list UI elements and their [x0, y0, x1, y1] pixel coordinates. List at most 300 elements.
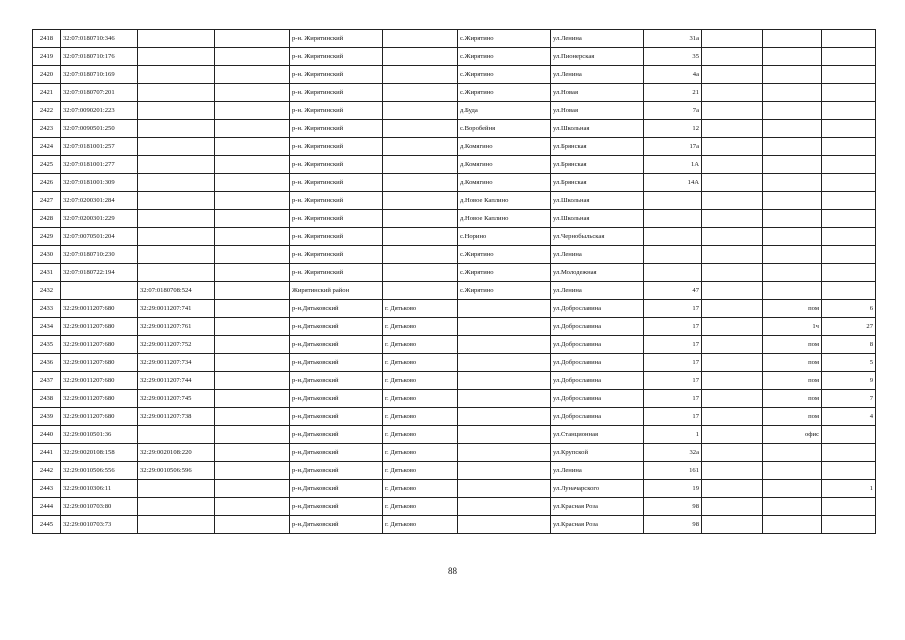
cell-premises-number [822, 516, 876, 534]
cell-empty-column [215, 426, 290, 444]
cell-cadastral-number: 32:07:0181001:257 [61, 138, 138, 156]
table-row [33, 426, 876, 444]
cell-premises-type [763, 138, 822, 156]
cell-building [702, 102, 763, 120]
cell-city: г. Дятьково [383, 516, 458, 534]
cell-settlement: с.Воробейня [458, 120, 551, 138]
table-row [33, 318, 876, 336]
cell-premises-type [763, 48, 822, 66]
cell-street: ул.Брянская [551, 174, 644, 192]
cell-street: ул.Луначарского [551, 480, 644, 498]
cell-empty-column [215, 156, 290, 174]
cell-cadastral-number: 32:29:0011207:680 [61, 354, 138, 372]
cell-house-number [644, 210, 702, 228]
cell-district: р-н. Жирятинский [290, 210, 383, 228]
cell-empty-column [215, 462, 290, 480]
table-row [33, 246, 876, 264]
cell-city: г. Дятьково [383, 408, 458, 426]
cell-settlement: с.Жирятино [458, 30, 551, 48]
cell-house-number [644, 264, 702, 282]
cell-city [383, 174, 458, 192]
cell-related-cadastral-number [138, 228, 215, 246]
cell-building [702, 156, 763, 174]
cell-premises-number [822, 48, 876, 66]
cell-city: г. Дятьково [383, 336, 458, 354]
cell-premises-number: 9 [822, 372, 876, 390]
cell-district: р-н.Дятьковский [290, 480, 383, 498]
cell-cadastral-number: 32:29:0010506:556 [61, 462, 138, 480]
cell-house-number: 31а [644, 30, 702, 48]
cell-premises-type: пом [763, 336, 822, 354]
cell-row-number: 2435 [33, 336, 61, 354]
cell-premises-number: 1 [822, 480, 876, 498]
cell-cadastral-number: 32:29:0010501:36 [61, 426, 138, 444]
cell-premises-number [822, 462, 876, 480]
table-row [33, 120, 876, 138]
cell-row-number: 2431 [33, 264, 61, 282]
cell-street: ул.Школьная [551, 192, 644, 210]
cell-related-cadastral-number [138, 66, 215, 84]
cell-premises-type [763, 264, 822, 282]
cell-premises-number [822, 498, 876, 516]
cell-premises-type [763, 282, 822, 300]
cell-city: г. Дятьково [383, 372, 458, 390]
cell-city [383, 30, 458, 48]
cell-related-cadastral-number: 32:29:0011207:761 [138, 318, 215, 336]
cell-house-number: 17 [644, 336, 702, 354]
cell-row-number: 2426 [33, 174, 61, 192]
cell-related-cadastral-number: 32:29:0011207:744 [138, 372, 215, 390]
cell-settlement [458, 480, 551, 498]
cell-building [702, 138, 763, 156]
cell-cadastral-number: 32:29:0011207:680 [61, 300, 138, 318]
cell-building [702, 426, 763, 444]
cell-cadastral-number: 32:29:0011207:680 [61, 318, 138, 336]
cell-cadastral-number: 32:29:0010703:80 [61, 498, 138, 516]
cell-row-number: 2423 [33, 120, 61, 138]
cell-row-number: 2420 [33, 66, 61, 84]
cell-settlement: д.Новое Каплино [458, 210, 551, 228]
cell-empty-column [215, 30, 290, 48]
cell-premises-number [822, 120, 876, 138]
table-row [33, 462, 876, 480]
cell-house-number: 17 [644, 300, 702, 318]
cell-related-cadastral-number [138, 264, 215, 282]
cell-premises-type [763, 444, 822, 462]
table-body [33, 30, 876, 534]
cell-premises-type [763, 210, 822, 228]
cell-cadastral-number: 32:29:0011207:680 [61, 336, 138, 354]
cell-empty-column [215, 102, 290, 120]
cell-district: р-н. Жирятинский [290, 66, 383, 84]
cell-street: ул.Новая [551, 84, 644, 102]
cell-house-number: 47 [644, 282, 702, 300]
cell-house-number: 14А [644, 174, 702, 192]
cell-city: г. Дятьково [383, 354, 458, 372]
cell-premises-number [822, 282, 876, 300]
cell-cadastral-number: 32:07:0070501:204 [61, 228, 138, 246]
cell-empty-column [215, 444, 290, 462]
cell-street: ул.Доброславина [551, 336, 644, 354]
cell-related-cadastral-number: 32:07:0180708:524 [138, 282, 215, 300]
cell-premises-type [763, 498, 822, 516]
cell-building [702, 354, 763, 372]
cell-premises-number [822, 174, 876, 192]
cell-premises-number: 8 [822, 336, 876, 354]
cell-settlement: д.Комягино [458, 174, 551, 192]
table-row [33, 282, 876, 300]
cell-cadastral-number: 32:07:0180710:169 [61, 66, 138, 84]
cell-district: р-н. Жирятинский [290, 84, 383, 102]
cell-related-cadastral-number: 32:29:0010506:596 [138, 462, 215, 480]
cell-street: ул.Станционная [551, 426, 644, 444]
cell-building [702, 48, 763, 66]
table-row [33, 390, 876, 408]
cell-row-number: 2432 [33, 282, 61, 300]
cell-premises-type [763, 480, 822, 498]
cell-building [702, 228, 763, 246]
table-row [33, 444, 876, 462]
cell-city: г. Дятьково [383, 444, 458, 462]
table-row [33, 408, 876, 426]
cell-empty-column [215, 354, 290, 372]
cell-cadastral-number: 32:29:0010703:73 [61, 516, 138, 534]
cell-settlement [458, 372, 551, 390]
cell-premises-type: 1ч [763, 318, 822, 336]
cell-empty-column [215, 390, 290, 408]
cell-row-number: 2425 [33, 156, 61, 174]
cell-empty-column [215, 84, 290, 102]
cell-row-number: 2419 [33, 48, 61, 66]
cell-premises-type: пом [763, 408, 822, 426]
cell-city [383, 246, 458, 264]
cell-premises-number [822, 84, 876, 102]
cell-row-number: 2445 [33, 516, 61, 534]
cell-settlement [458, 462, 551, 480]
table-row [33, 228, 876, 246]
table-row [33, 48, 876, 66]
cell-street: ул.Школьная [551, 210, 644, 228]
cell-row-number: 2443 [33, 480, 61, 498]
cell-empty-column [215, 120, 290, 138]
cell-city [383, 282, 458, 300]
table-row [33, 84, 876, 102]
cell-row-number: 2427 [33, 192, 61, 210]
cell-empty-column [215, 264, 290, 282]
cell-district: р-н. Жирятинский [290, 30, 383, 48]
cell-street: ул.Красная Роза [551, 498, 644, 516]
cell-empty-column [215, 372, 290, 390]
cell-city: г. Дятьково [383, 318, 458, 336]
cell-related-cadastral-number [138, 426, 215, 444]
cell-district: р-н. Жирятинский [290, 48, 383, 66]
cell-street: ул.Крупской [551, 444, 644, 462]
cell-row-number: 2442 [33, 462, 61, 480]
cell-settlement [458, 390, 551, 408]
cell-premises-type: пом [763, 372, 822, 390]
cell-building [702, 246, 763, 264]
cell-cadastral-number: 32:07:0180710:230 [61, 246, 138, 264]
cell-related-cadastral-number [138, 156, 215, 174]
cell-premises-number [822, 228, 876, 246]
cell-city [383, 228, 458, 246]
cell-district: р-н.Дятьковский [290, 426, 383, 444]
cell-house-number: 7а [644, 102, 702, 120]
cell-street: ул.Доброславина [551, 372, 644, 390]
cell-premises-type [763, 102, 822, 120]
cell-building [702, 444, 763, 462]
page-number: 88 [448, 566, 457, 576]
cell-cadastral-number: 32:07:0200301:284 [61, 192, 138, 210]
cell-row-number: 2439 [33, 408, 61, 426]
cell-settlement: с.Жирятино [458, 282, 551, 300]
cell-row-number: 2430 [33, 246, 61, 264]
cell-settlement [458, 318, 551, 336]
cell-premises-type [763, 246, 822, 264]
cell-row-number: 2438 [33, 390, 61, 408]
cell-settlement: с.Жирятино [458, 66, 551, 84]
cell-premises-type: пом [763, 390, 822, 408]
cell-house-number: 17 [644, 390, 702, 408]
cell-premises-number [822, 264, 876, 282]
cell-district: р-н. Жирятинский [290, 264, 383, 282]
cell-settlement: с.Жирятино [458, 246, 551, 264]
cell-house-number: 17 [644, 408, 702, 426]
cell-premises-number [822, 30, 876, 48]
cell-empty-column [215, 246, 290, 264]
table-row [33, 174, 876, 192]
cell-settlement: с.Жирятино [458, 48, 551, 66]
cell-related-cadastral-number: 32:29:0011207:738 [138, 408, 215, 426]
cell-related-cadastral-number: 32:29:0011207:734 [138, 354, 215, 372]
cell-street: ул.Ленина [551, 282, 644, 300]
cell-district: р-н.Дятьковский [290, 408, 383, 426]
cell-premises-number [822, 426, 876, 444]
cell-city: г. Дятьково [383, 426, 458, 444]
cell-street: ул.Красная Роза [551, 516, 644, 534]
cell-building [702, 264, 763, 282]
cell-settlement [458, 498, 551, 516]
table-row [33, 138, 876, 156]
cell-related-cadastral-number [138, 102, 215, 120]
cell-building [702, 66, 763, 84]
cell-building [702, 30, 763, 48]
cell-settlement: д.Комягино [458, 138, 551, 156]
cell-premises-type [763, 66, 822, 84]
cell-street: ул.Брянская [551, 138, 644, 156]
cell-building [702, 318, 763, 336]
cell-premises-number: 27 [822, 318, 876, 336]
cell-street: ул.Доброславина [551, 390, 644, 408]
cell-city: г. Дятьково [383, 498, 458, 516]
cell-house-number: 17 [644, 318, 702, 336]
cell-street: ул.Доброславина [551, 300, 644, 318]
cell-cadastral-number: 32:29:0011207:680 [61, 372, 138, 390]
cell-district: р-н.Дятьковский [290, 300, 383, 318]
cell-row-number: 2418 [33, 30, 61, 48]
cell-building [702, 336, 763, 354]
cell-empty-column [215, 174, 290, 192]
cell-premises-number [822, 210, 876, 228]
cell-row-number: 2424 [33, 138, 61, 156]
cell-house-number: 19 [644, 480, 702, 498]
cell-district: р-н. Жирятинский [290, 102, 383, 120]
cell-house-number: 17 [644, 372, 702, 390]
cell-cadastral-number: 32:07:0090501:250 [61, 120, 138, 138]
cell-related-cadastral-number [138, 174, 215, 192]
cell-empty-column [215, 318, 290, 336]
cell-house-number: 98 [644, 498, 702, 516]
cell-related-cadastral-number [138, 210, 215, 228]
cell-empty-column [215, 336, 290, 354]
cell-building [702, 390, 763, 408]
cell-district: р-н.Дятьковский [290, 498, 383, 516]
cell-related-cadastral-number [138, 498, 215, 516]
cell-premises-type [763, 516, 822, 534]
cell-premises-number [822, 138, 876, 156]
cell-district: р-н. Жирятинский [290, 156, 383, 174]
cell-cadastral-number: 32:07:0181001:277 [61, 156, 138, 174]
cell-district: р-н. Жирятинский [290, 138, 383, 156]
table-row [33, 354, 876, 372]
cell-related-cadastral-number [138, 84, 215, 102]
cell-row-number: 2436 [33, 354, 61, 372]
cell-street: ул.Школьная [551, 120, 644, 138]
table-row [33, 192, 876, 210]
cell-house-number: 1 [644, 426, 702, 444]
cell-cadastral-number: 32:07:0181001:309 [61, 174, 138, 192]
cell-empty-column [215, 66, 290, 84]
cell-city [383, 138, 458, 156]
cell-street: ул.Пионерская [551, 48, 644, 66]
cell-premises-type: пом [763, 300, 822, 318]
cell-house-number [644, 246, 702, 264]
cell-empty-column [215, 210, 290, 228]
table-row [33, 372, 876, 390]
cell-district: р-н.Дятьковский [290, 354, 383, 372]
cell-cadastral-number: 32:29:0020108:158 [61, 444, 138, 462]
cell-empty-column [215, 498, 290, 516]
cell-district: р-н.Дятьковский [290, 444, 383, 462]
cell-building [702, 516, 763, 534]
cell-street: ул.Доброславина [551, 408, 644, 426]
cell-street: ул.Ленина [551, 246, 644, 264]
table-row [33, 30, 876, 48]
cell-cadastral-number: 32:07:0090201:223 [61, 102, 138, 120]
cell-row-number: 2428 [33, 210, 61, 228]
cell-row-number: 2434 [33, 318, 61, 336]
cell-cadastral-number: 32:07:0180722:194 [61, 264, 138, 282]
cell-premises-type [763, 30, 822, 48]
cell-premises-number: 5 [822, 354, 876, 372]
cell-district: р-н.Дятьковский [290, 372, 383, 390]
cell-premises-number [822, 246, 876, 264]
cell-premises-type [763, 84, 822, 102]
cell-district: р-н. Жирятинский [290, 228, 383, 246]
cell-house-number: 32а [644, 444, 702, 462]
table-row [33, 498, 876, 516]
cell-related-cadastral-number [138, 120, 215, 138]
cell-street: ул.Ленина [551, 462, 644, 480]
cell-settlement [458, 300, 551, 318]
cell-premises-type [763, 192, 822, 210]
cell-street: ул.Молодежная [551, 264, 644, 282]
cell-house-number: 12 [644, 120, 702, 138]
table-row [33, 300, 876, 318]
cell-row-number: 2422 [33, 102, 61, 120]
cell-cadastral-number: 32:07:0200301:229 [61, 210, 138, 228]
cell-building [702, 84, 763, 102]
table-row [33, 336, 876, 354]
cell-city [383, 210, 458, 228]
cell-city: г. Дятьково [383, 480, 458, 498]
cell-related-cadastral-number [138, 30, 215, 48]
cell-row-number: 2421 [33, 84, 61, 102]
table-row [33, 156, 876, 174]
cell-building [702, 192, 763, 210]
cell-street: ул.Доброславина [551, 354, 644, 372]
cell-empty-column [215, 138, 290, 156]
cell-district: р-н. Жирятинский [290, 192, 383, 210]
table-row [33, 210, 876, 228]
cell-city [383, 192, 458, 210]
cell-settlement [458, 426, 551, 444]
cell-related-cadastral-number [138, 516, 215, 534]
cell-related-cadastral-number: 32:29:0011207:752 [138, 336, 215, 354]
cell-empty-column [215, 282, 290, 300]
table-row [33, 102, 876, 120]
cell-settlement: с.Норино [458, 228, 551, 246]
cell-row-number: 2441 [33, 444, 61, 462]
cell-street: ул.Ленина [551, 66, 644, 84]
cell-settlement [458, 408, 551, 426]
cell-related-cadastral-number: 32:29:0011207:745 [138, 390, 215, 408]
cell-district: р-н.Дятьковский [290, 462, 383, 480]
cell-premises-type [763, 174, 822, 192]
cell-house-number: 35 [644, 48, 702, 66]
cell-related-cadastral-number [138, 480, 215, 498]
cell-house-number: 4а [644, 66, 702, 84]
cell-premises-number: 4 [822, 408, 876, 426]
cell-city [383, 264, 458, 282]
cell-cadastral-number: 32:07:0180710:346 [61, 30, 138, 48]
cell-city: г. Дятьково [383, 462, 458, 480]
cell-premises-type [763, 156, 822, 174]
cell-empty-column [215, 48, 290, 66]
cell-city [383, 156, 458, 174]
cell-house-number [644, 192, 702, 210]
table-row [33, 480, 876, 498]
cell-premises-type [763, 228, 822, 246]
cell-row-number: 2444 [33, 498, 61, 516]
cell-premises-number: 7 [822, 390, 876, 408]
cell-house-number: 161 [644, 462, 702, 480]
cell-settlement: д.Комягино [458, 156, 551, 174]
cell-row-number: 2429 [33, 228, 61, 246]
cell-related-cadastral-number [138, 138, 215, 156]
cell-city [383, 84, 458, 102]
cell-house-number: 17а [644, 138, 702, 156]
cell-district: р-н.Дятьковский [290, 516, 383, 534]
cell-settlement [458, 444, 551, 462]
cell-building [702, 480, 763, 498]
cell-premises-number [822, 192, 876, 210]
cell-cadastral-number: 32:29:0010306:11 [61, 480, 138, 498]
cell-district: р-н.Дятьковский [290, 390, 383, 408]
cell-empty-column [215, 516, 290, 534]
cell-cadastral-number: 32:07:0180710:176 [61, 48, 138, 66]
cell-premises-number: 6 [822, 300, 876, 318]
